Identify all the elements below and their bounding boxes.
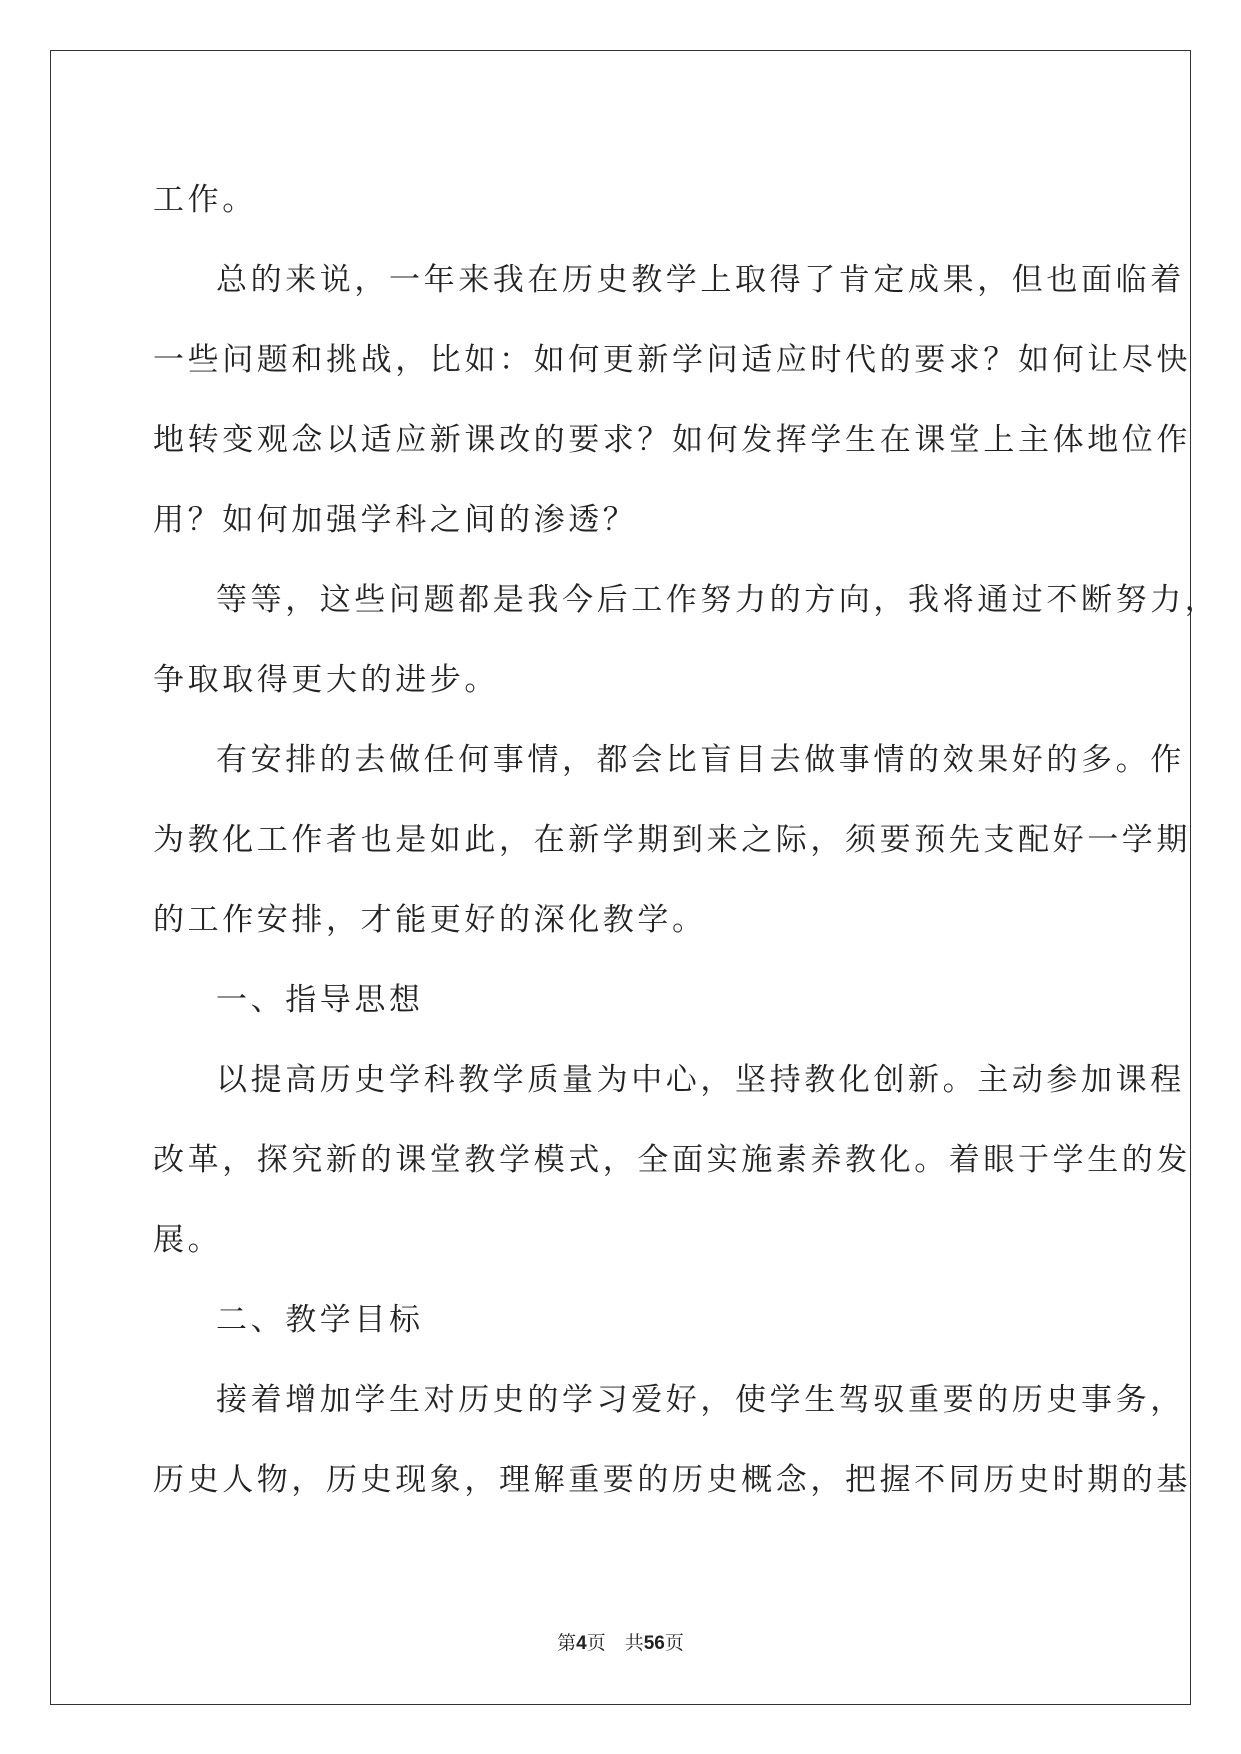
footer-middle: 页 共 (586, 1632, 644, 1654)
text-line-1: 工作。 (153, 182, 257, 218)
page-footer (0, 1630, 1241, 1657)
text-line-7: 争取取得更大的进步。 (153, 662, 499, 698)
text-line-3: 一些问题和挑战，比如：如何更新学问适应时代的要求？如何让尽快 (153, 342, 1191, 378)
text-line-8: 有安排的去做任何事情，都会比盲目去做事情的效果好的多。作 (216, 742, 1185, 778)
text-line-16: 接着增加学生对历史的学习爱好，使学生驾驭重要的历史事务， (216, 1382, 1185, 1418)
text-line-9: 为教化工作者也是如此，在新学期到来之际，须要预先支配好一学期 (153, 822, 1191, 858)
text-line-13: 改革，探究新的课堂教学模式，全面实施素养教化。着眼于学生的发 (153, 1142, 1191, 1178)
text-line-14: 展。 (153, 1222, 223, 1258)
text-line-5: 用？如何加强学科之间的渗透？ (153, 502, 638, 538)
text-line-2: 总的来说，一年来我在历史教学上取得了肯定成果，但也面临着 (216, 262, 1185, 298)
text-line-10: 的工作安排，才能更好的深化教学。 (153, 902, 707, 938)
section-heading-2: 二、教学目标 (216, 1302, 424, 1338)
section-heading-1: 一、指导思想 (216, 982, 424, 1018)
text-line-4: 地转变观念以适应新课改的要求？如何发挥学生在课堂上主体地位作 (153, 422, 1191, 458)
footer-suffix: 页 (664, 1632, 684, 1654)
total-page-count: 56 (643, 1633, 665, 1654)
text-line-12: 以提高历史学科教学质量为中心，坚持教化创新。主动参加课程 (216, 1062, 1185, 1098)
text-line-6: 等等，这些问题都是我今后工作努力的方向，我将通过不断努力， (216, 582, 1220, 618)
footer-prefix: 第 (557, 1632, 577, 1654)
current-page-number: 4 (576, 1633, 587, 1654)
text-line-17: 历史人物，历史现象，理解重要的历史概念，把握不同历史时期的基 (153, 1462, 1191, 1498)
document-body (153, 160, 1220, 1520)
